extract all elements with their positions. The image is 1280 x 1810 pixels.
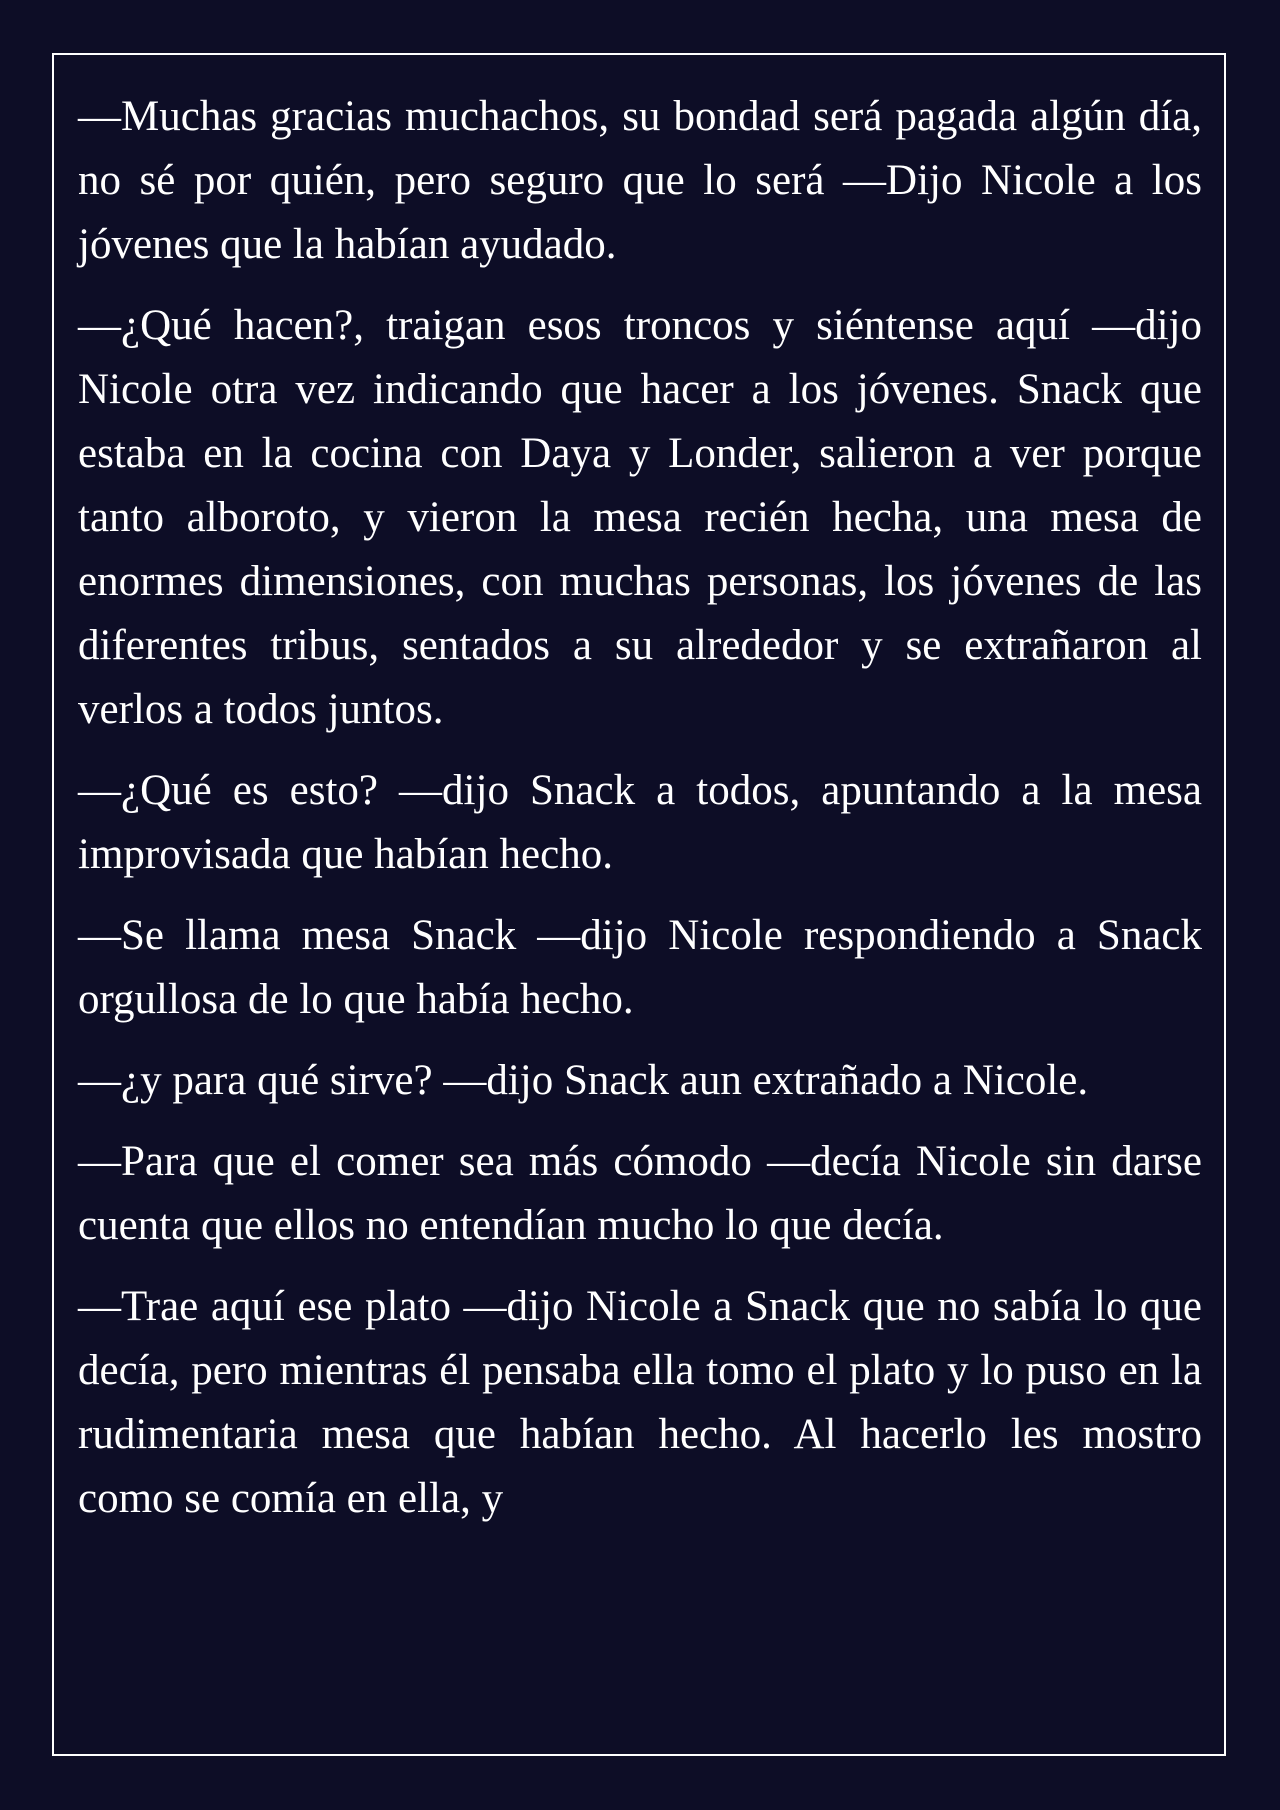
paragraph: —¿y para qué sirve? —dijo Snack aun extrañado a Nicole. xyxy=(78,1057,1089,1104)
body-text xyxy=(78,85,1202,1548)
paragraph: —Trae aquí ese plato —dijo Nicole a Snack que no sabía lo que decía, pero mientras él pensaba ella tomo el plato y lo puso en la rudimentaria mesa que habían hecho. Al hacerlo les mostro como se comía en ella, y xyxy=(78,1283,1202,1522)
paragraph: —Para que el comer sea más cómodo —decía Nicole sin darse cuenta que ellos no entendían mucho lo que decía. xyxy=(78,1138,1202,1249)
paragraph: —¿Qué hacen?, traigan esos troncos y siéntense aquí —dijo Nicole otra vez indicando que hacer a los jóvenes. Snack que estaba en la cocina con Daya y Londer, salieron a ver porque tanto alboroto, y vieron la mesa recién hecha, una mesa de enormes dimensiones, con muchas personas, los jóvenes de las diferentes tribus, sentados a su alrededor y se extrañaron al verlos a todos juntos. xyxy=(78,302,1202,733)
paragraph: —Se llama mesa Snack —dijo Nicole respondiendo a Snack orgullosa de lo que había hecho. xyxy=(78,912,1202,1023)
paragraph: —¿Qué es esto? —dijo Snack a todos, apuntando a la mesa improvisada que habían hecho. xyxy=(78,767,1202,878)
paragraph: —Muchas gracias muchachos, su bondad será pagada algún día, no sé por quién, pero seguro que lo será —Dijo Nicole a los jóvenes que la habían ayudado. xyxy=(78,93,1202,268)
